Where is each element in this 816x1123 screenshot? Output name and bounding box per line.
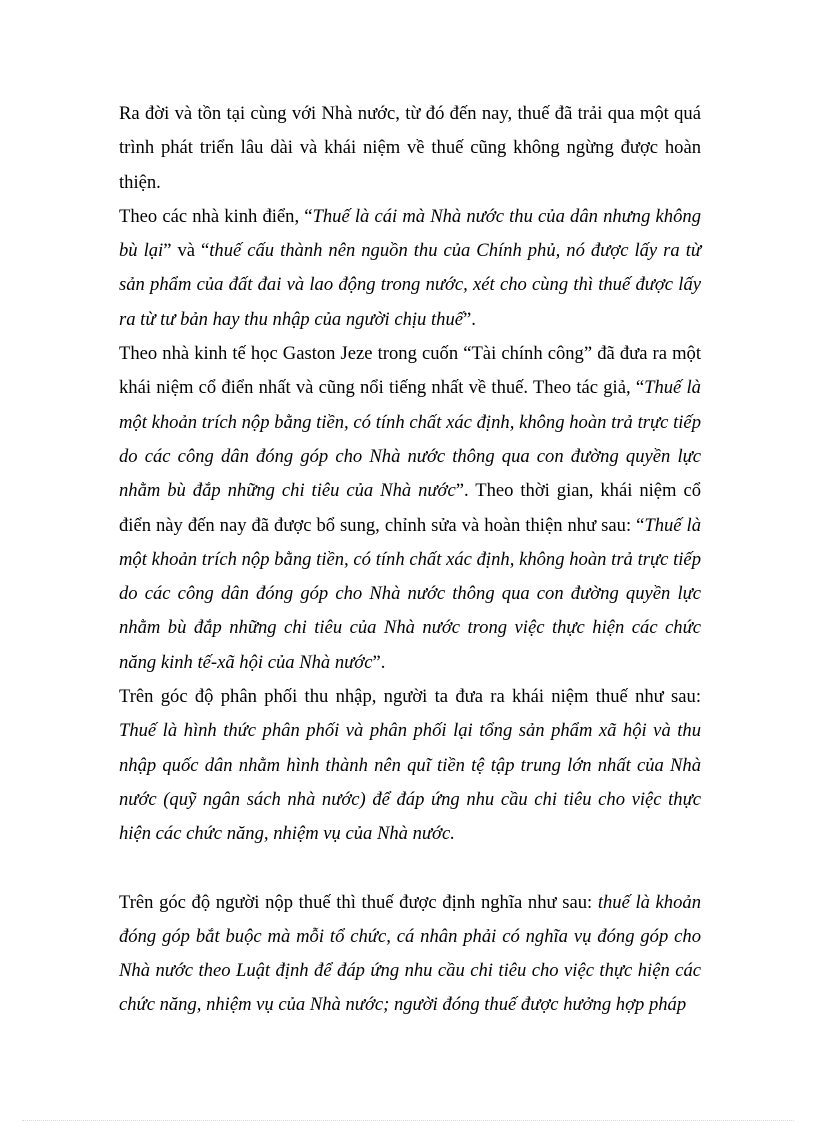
- text-run: Ra đời và tồn tại cùng với Nhà nước, từ đó đến nay, thuế đã trải qua một quá trình phát triển lâu dài và khái niệm về thuế cũng không ngừng được hoàn thiện.: [119, 103, 701, 193]
- italic-text-run: Thuế là một khoản trích nộp bằng tiền, có tính chất xác định, không hoàn trả trực tiếp do các công dân đóng góp cho Nhà nước thông qua con đường quyền lực nhằm bù đắp những chi tiêu của Nhà nước: [119, 377, 701, 502]
- italic-text-run: Thuế là hình thức phân phối và phân phối lại tổng sản phẩm xã hội và thu nhập quốc dân nhằm hình thành nên quĩ tiền tệ tập trung lớn nhất của Nhà nước (quỹ ngân sách nhà nước) để đáp ứng nhu cầu chi tiêu cho việc thực hiện các chức năng, nhiệm vụ của Nhà nước.: [119, 720, 701, 845]
- text-run: Theo nhà kinh tế học Gaston Jeze trong cuốn “Tài chính công” đã đưa ra một khái niệm cổ điển nhất và cũng nổi tiếng nhất về thuế. Theo tác giả, “: [119, 343, 701, 399]
- paragraph-3: [119, 337, 701, 680]
- text-run: Trên góc độ phân phối thu nhập, người ta đưa ra khái niệm thuế như sau:: [119, 686, 701, 708]
- text-run: ”.: [372, 651, 386, 673]
- italic-text-run: Thuế là một khoản trích nộp bằng tiền, có tính chất xác định, không hoàn trả trực tiếp do các công dân đóng góp cho Nhà nước thông qua con đường quyền lực nhằm bù đắp những chi tiêu của Nhà nước trong việc thực hiện các chức năng kinh tế-xã hội của Nhà nước: [119, 514, 701, 673]
- text-run: Theo các nhà kinh điển, “: [119, 205, 313, 227]
- text-run: ”. Theo thời gian, khái niệm cổ điển này đến nay đã được bổ sung, chỉnh sửa và hoàn thiện như sau: “: [119, 480, 701, 536]
- paragraph-4: [119, 680, 701, 851]
- document-body: [119, 97, 701, 1023]
- italic-text-run: thuế cấu thành nên nguồn thu của Chính phủ, nó được lấy ra từ sản phẩm của đất đai và lao động trong nước, xét cho cùng thì thuế được lấy ra từ tư bản hay thu nhập của người chịu thuế: [119, 240, 701, 330]
- paragraph-2: [119, 200, 701, 337]
- paragraph-1: [119, 97, 701, 200]
- text-run: ” và “: [163, 240, 210, 262]
- paragraph-spacer: [119, 852, 701, 886]
- italic-text-run: thuế là khoản đóng góp bắt buộc mà mỗi tổ chức, cá nhân phải có nghĩa vụ đóng góp cho Nhà nước theo Luật định để đáp ứng nhu cầu chi tiêu cho việc thực hiện các chức năng, nhiệm vụ của Nhà nước; người đóng thuế được hưởng hợp pháp: [119, 891, 701, 1016]
- italic-text-run: Thuế là cái mà Nhà nước thu của dân nhưng không bù lại: [119, 205, 701, 262]
- text-run: ”.: [463, 308, 476, 330]
- text-run: Trên góc độ người nộp thuế thì thuế được định nghĩa như sau:: [119, 891, 598, 913]
- paragraph-5: [119, 886, 701, 1023]
- page-bottom-divider: [22, 1120, 794, 1121]
